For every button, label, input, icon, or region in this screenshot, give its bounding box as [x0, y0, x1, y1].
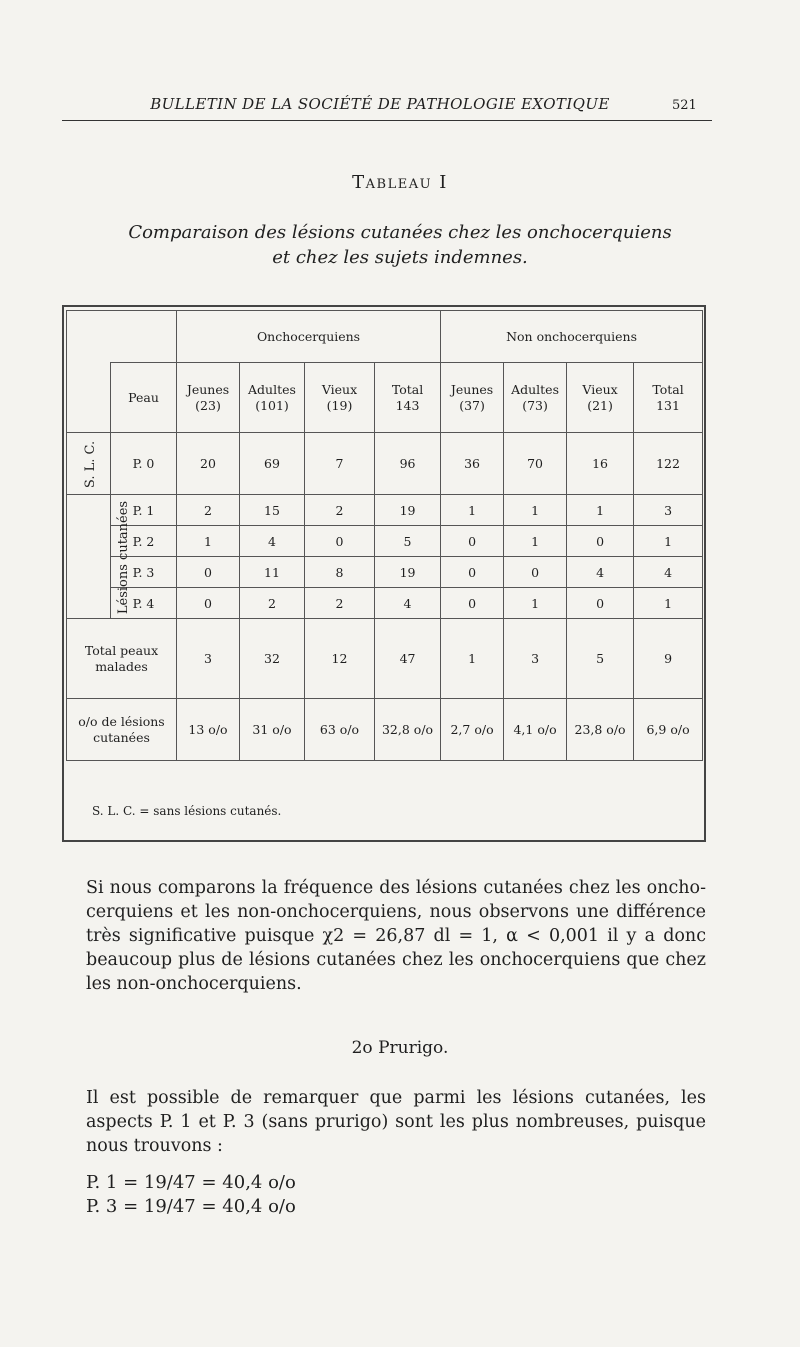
table-cell: 69 [240, 433, 305, 495]
table-cell: 0 [441, 526, 504, 557]
table-cell: 63 o/o [305, 699, 375, 761]
caption-line-1: Comparaison des lésions cutanées chez les onchocerquiens [128, 222, 672, 243]
col-count: (73) [522, 397, 548, 413]
page-number: 521 [672, 98, 697, 113]
col-name: Jeunes [186, 381, 230, 397]
table-cell: 2 [305, 495, 375, 526]
table-cell: 47 [375, 619, 441, 699]
table-cell: 0 [177, 557, 240, 588]
table-cell: 9 [634, 619, 703, 699]
table-group-header-row [67, 311, 703, 363]
table-cell: 2 [305, 588, 375, 619]
pct-label-cell [67, 699, 177, 761]
table-cell: 5 [567, 619, 634, 699]
col-name: Total [652, 381, 684, 397]
row-label: P. 4 [111, 588, 177, 619]
table-cell: 11 [240, 557, 305, 588]
lesions-label-cell [67, 495, 132, 619]
table-cell: 19 [375, 557, 441, 588]
col-header [240, 363, 305, 433]
table-cell: 36 [441, 433, 504, 495]
table-cell: 7 [305, 433, 375, 495]
col-name: Adultes [511, 381, 559, 397]
data-table-frame [62, 305, 706, 842]
col-header [177, 363, 240, 433]
slc-label: S. L. C. [83, 440, 99, 488]
row-label: P. 3 [111, 557, 177, 588]
formula-p1: P. 1 = 19/47 = 40,4 o/o [86, 1172, 296, 1193]
table-cell: 0 [567, 588, 634, 619]
table-cell: 2,7 o/o [441, 699, 504, 761]
table-cell: 31 o/o [240, 699, 305, 761]
table-cell: 4 [375, 588, 441, 619]
table-cell: 4 [240, 526, 305, 557]
col-count: (37) [459, 397, 485, 413]
table-cell: 23,8 o/o [567, 699, 634, 761]
col-count: (101) [255, 397, 289, 413]
formula-p3: P. 3 = 19/47 = 40,4 o/o [86, 1196, 296, 1217]
col-header [441, 363, 504, 433]
col-header [375, 363, 441, 433]
caption-line-2: et chez les sujets indemnes. [272, 247, 528, 268]
col-name: Jeunes [450, 381, 494, 397]
col-header [305, 363, 375, 433]
table-cell: 2 [177, 495, 240, 526]
table-cell: 32 [240, 619, 305, 699]
col-name: Total [391, 381, 424, 397]
table-cell: 0 [441, 557, 504, 588]
table-cell: 5 [375, 526, 441, 557]
group-header-oncho: Onchocerquiens [177, 311, 441, 363]
col-count: (23) [195, 397, 221, 413]
table-cell: 2 [240, 588, 305, 619]
table-cell: 4 [634, 557, 703, 588]
table-cell: 70 [504, 433, 567, 495]
table-row-p4 [67, 588, 703, 619]
table-cell: 32,8 o/o [375, 699, 441, 761]
row-label: P. 1 [111, 495, 177, 526]
table-cell: 1 [504, 526, 567, 557]
table-row-p3 [67, 557, 703, 588]
total-label-2: malades [95, 658, 148, 674]
table-cell: 0 [567, 526, 634, 557]
table-cell: 20 [177, 433, 240, 495]
table-cell: 1 [634, 588, 703, 619]
table-cell: 1 [504, 495, 567, 526]
table-footnote: S. L. C. = sans lésions cutanés. [92, 804, 282, 818]
paragraph-2: Il est possible de remarquer que parmi les lésions cutanées, les aspects P. 1 et P. 3 (sans prurigo) sont les plus nombreuses, puisque nous trouvons : [86, 1088, 706, 1156]
col-count: 131 [656, 397, 680, 413]
col-header [504, 363, 567, 433]
table-cell: 0 [177, 588, 240, 619]
table-column-header-row [67, 363, 703, 433]
table-cell: 96 [375, 433, 441, 495]
table-cell: 12 [305, 619, 375, 699]
col-header [567, 363, 634, 433]
col-header [634, 363, 703, 433]
table-cell: 0 [305, 526, 375, 557]
slc-label-cell [67, 433, 111, 495]
total-label-1: Total peaux [84, 642, 159, 658]
col-count: (21) [587, 397, 613, 413]
table-cell: 0 [504, 557, 567, 588]
peau-header: Peau [111, 363, 177, 433]
row-label: P. 0 [111, 433, 177, 495]
table-cell: 19 [375, 495, 441, 526]
table-caption [70, 220, 730, 270]
table-cell: 1 [177, 526, 240, 557]
running-title: BULLETIN DE LA SOCIÉTÉ DE PATHOLOGIE EXOTIQUE [150, 95, 610, 113]
table-row-p2 [67, 526, 703, 557]
corner-cell-lower [67, 363, 111, 433]
table-title: Tableau I [352, 172, 448, 193]
section-heading [0, 1038, 800, 1058]
table-cell: 0 [441, 588, 504, 619]
section-heading-text: 2o Prurigo. [351, 1038, 449, 1058]
col-count: 143 [395, 397, 420, 413]
table-cell: 3 [634, 495, 703, 526]
header-rule [62, 120, 712, 121]
data-table [66, 310, 703, 761]
group-header-non-oncho: Non onchocerquiens [441, 311, 703, 363]
table-cell: 1 [504, 588, 567, 619]
col-name: Adultes [248, 381, 296, 397]
table-cell: 8 [305, 557, 375, 588]
table-cell: 122 [634, 433, 703, 495]
table-cell: 3 [177, 619, 240, 699]
col-name: Vieux [321, 381, 358, 397]
table-row-total [67, 619, 703, 699]
table-row-p0 [67, 433, 703, 495]
pct-label-1: o/o de lésions [78, 713, 165, 729]
table-cell: 4,1 o/o [504, 699, 567, 761]
table-cell: 1 [567, 495, 634, 526]
paragraph-1: Si nous comparons la fréquence des lésions cutanées chez les oncho-cerquiens et les non-onchocerquiens, nous observons une différence très significative puisque χ2 = 26,87 dl = 1, α < 0,001 il y a donc beaucoup plus de lésions cutanées chez les onchocerquiens que chez les non-onchocerquiens. [86, 878, 706, 994]
col-name: Vieux [582, 381, 618, 397]
table-cell: 1 [634, 526, 703, 557]
table-row-percent [67, 699, 703, 761]
table-cell: 6,9 o/o [634, 699, 703, 761]
table-cell: 16 [567, 433, 634, 495]
total-label-cell [67, 619, 177, 699]
table-cell: 1 [441, 619, 504, 699]
corner-cell [67, 311, 177, 363]
table-cell: 13 o/o [177, 699, 240, 761]
pct-label-2: cutanées [93, 729, 150, 745]
lesions-label: Lésions cutanées [116, 500, 132, 614]
table-cell: 15 [240, 495, 305, 526]
col-count: (19) [326, 397, 353, 413]
table-row-p1 [67, 495, 703, 526]
table-cell: 3 [504, 619, 567, 699]
table-cell: 1 [441, 495, 504, 526]
table-cell: 4 [567, 557, 634, 588]
row-label: P. 2 [111, 526, 177, 557]
